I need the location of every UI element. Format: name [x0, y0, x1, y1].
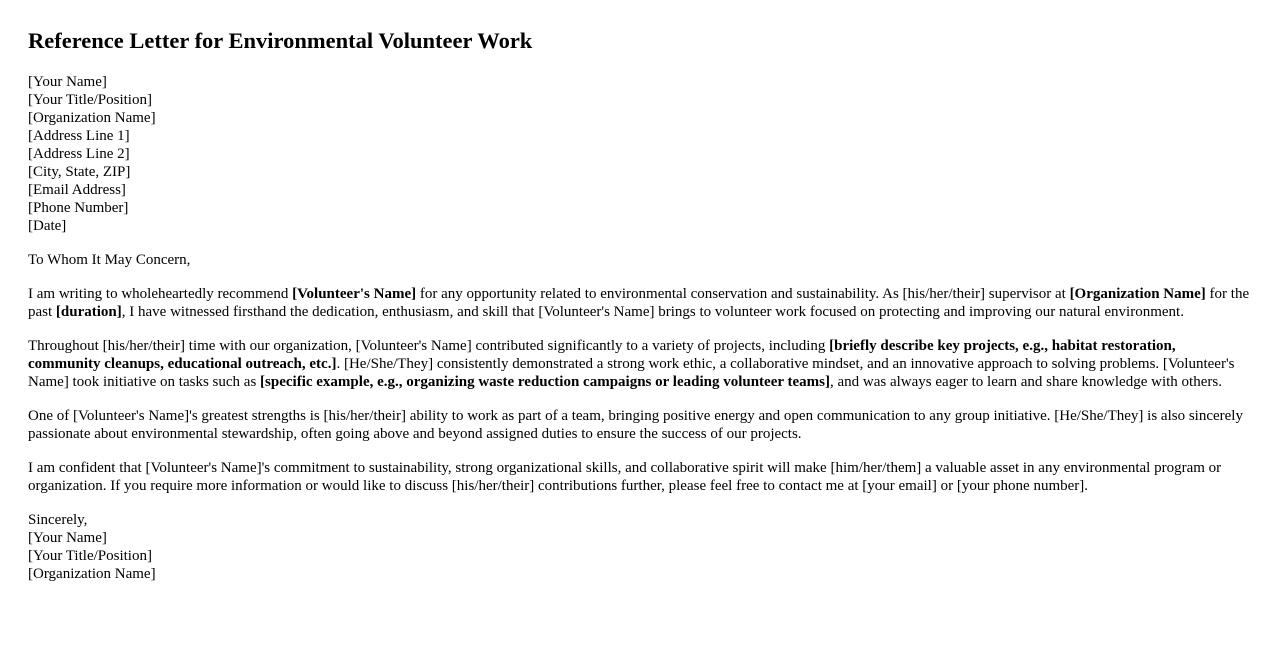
p2-text-c: . [He/She/They] consistently demonstrated a strong work ethic, a collaborative mindset, and an innovative approach to solving problems. [Volunteer's Name] took initiative on tasks such as — [28, 356, 1235, 390]
sender-phone: [Phone Number] — [28, 200, 129, 216]
page-title: Reference Letter for Environmental Volunteer Work — [28, 28, 533, 53]
letter-date: [Date] — [28, 218, 67, 234]
closing: Sincerely, — [28, 512, 88, 528]
p2-text-d: , and was always eager to learn and share knowledge with others. — [830, 374, 1222, 390]
p1-duration: [duration] — [55, 304, 122, 320]
p2-text-a: Throughout [his/her/their] time with our organization, [Volunteer's Name] contributed significantly to a variety of projects, including — [28, 338, 830, 354]
paragraph-confidence: I am confident that [Volunteer's Name]'s commitment to sustainability, strong organizational skills, and collaborative spirit will make [him/her/them] a valuable asset in any environmental program or organization. If you require more information or would like to discuss [his/her/their] contributions further, please feel free to contact me at [your email] or [your phone number]. — [28, 460, 1222, 494]
sender-city-state-zip: [City, State, ZIP] — [28, 164, 131, 180]
p2-key-projects: [briefly describe key projects, e.g., habitat restoration, community cleanups, educational outreach, etc.] — [28, 338, 1176, 372]
p1-volunteer-name: [Volunteer's Name] — [292, 286, 417, 302]
greeting: To Whom It May Concern, — [28, 252, 191, 268]
sender-block — [28, 73, 1250, 235]
p1-text-d: for the past — [28, 286, 1250, 320]
p1-text-a: I am writing to wholeheartedly recommend — [28, 286, 293, 302]
paragraph-projects — [28, 337, 1250, 391]
signoff-name: [Your Name] — [28, 530, 107, 546]
sender-name: [Your Name] — [28, 74, 107, 90]
paragraph-strengths: One of [Volunteer's Name]'s greatest strengths is [his/her/their] ability to work as part of a team, bringing positive energy and open communication to any group initiative. [He/She/They] is also sincerely passionate about environmental stewardship, often going above and beyond assigned duties to ensure the success of our projects. — [28, 408, 1243, 442]
sender-address-line-2: [Address Line 2] — [28, 146, 130, 162]
sender-organization: [Organization Name] — [28, 110, 156, 126]
p1-organization-name: [Organization Name] — [1069, 286, 1206, 302]
sender-title: [Your Title/Position] — [28, 92, 152, 108]
sender-email: [Email Address] — [28, 182, 126, 198]
signoff-block — [28, 511, 1250, 583]
p2-specific-example: [specific example, e.g., organizing waste reduction campaigns or leading volunteer teams] — [260, 374, 830, 390]
signoff-organization: [Organization Name] — [28, 566, 156, 582]
paragraph-recommendation — [28, 285, 1250, 321]
signoff-title: [Your Title/Position] — [28, 548, 152, 564]
sender-address-line-1: [Address Line 1] — [28, 128, 130, 144]
p1-text-e: , I have witnessed firsthand the dedication, enthusiasm, and skill that [Volunteer's Name] brings to volunteer work focused on protecting and improving our natural environment. — [121, 304, 1184, 320]
p1-text-c: for any opportunity related to environmental conservation and sustainability. As [his/her/their] supervisor at — [416, 286, 1070, 302]
